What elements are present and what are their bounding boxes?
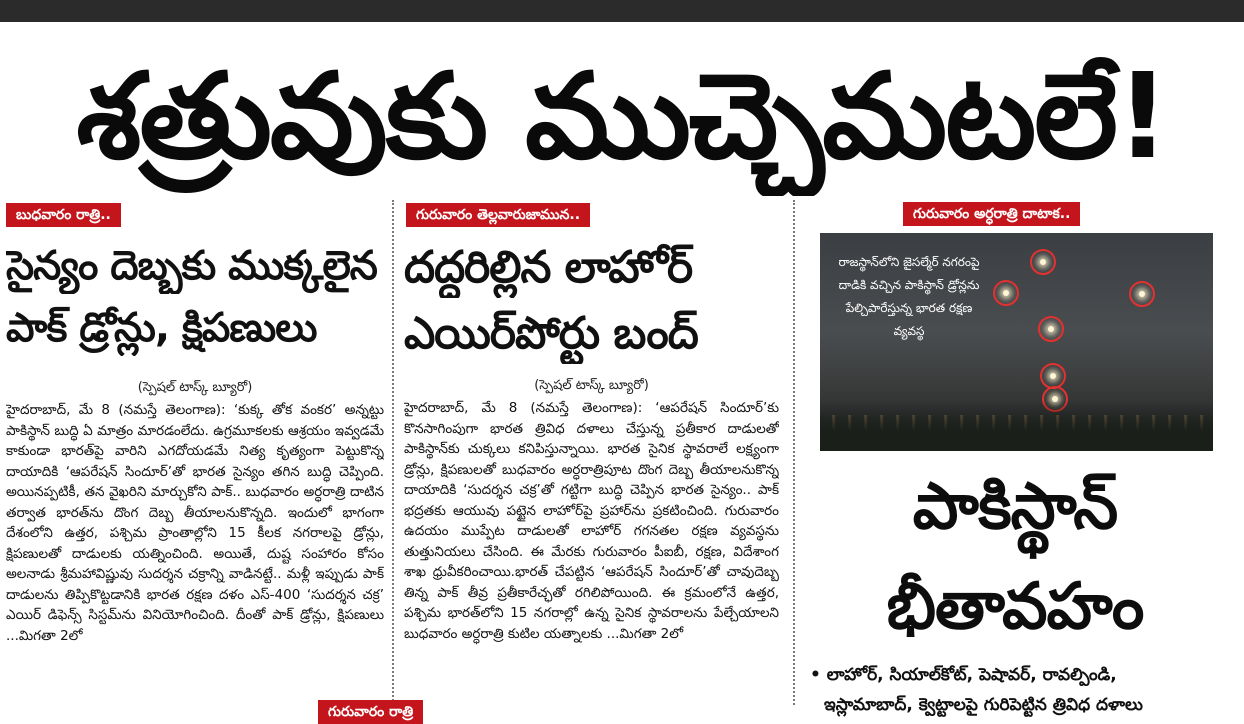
drone-marker-icon [1129, 281, 1155, 307]
left-time-tag: బుధవారం రాత్రి.. [6, 203, 121, 227]
left-title-line2: పాక్ డ్రోన్లు, క్షిపణులు [6, 305, 317, 351]
night-sky-drones-photo [820, 233, 1213, 451]
targets-line: • లాహోర్, సియాల్‌కోట్, పెషావర్, రావల్పిండి, [810, 660, 1230, 690]
left-byline: (స్పెషల్ టాస్క్ బ్యూరో) [137, 380, 253, 395]
column-divider [392, 200, 394, 705]
left-article-body: హైదరాబాద్, మే 8 (నమస్తే తెలంగాణ): ‘కుక్క తోక వంకర’ అన్నట్టు పాకిస్థాన్ బుద్ధి ఏ మాత్రం మారడంలేదు. ఉగ్రమూకలకు ఆశ్రయం ఇవ్వడమే కాకుండా భారత్‌పై వారిని ఎగదోయడమే నిత్య కృత్యంగా పెట్టుకొన్న దాయాదికి ‘ఆపరేషన్ సిందూర్’తో భారత సైన్యం తగిన బుద్ధి చెప్పింది. అయినప్పటికీ, తన వైఖరిని మార్చుకోని పాక్.. బుధవారం అర్ధరాత్రి దాటిన తర్వాత భారత్‌ను దొంగ దెబ్బ తీయాలనుకొన్నది. ఇందులో భాగంగా దేశంలోని ఉత్తర, పశ్చిమ ప్రాంతాల్లోని 15 కీలక నగరాలపై డ్రోన్లు, క్షిపణులతో దాడులకు యత్నించింది. అయితే, దుష్ట సంహారం కోసం అలనాడు శ్రీమహావిష్ణువు సుదర్శన చక్రాన్ని వాడినట్టే.. మళ్లీ ఇప్పుడు పాక్ దాడులను తిప్పికొట్టడానికి భారత రక్షణ దళం ఎస్-400 ‘సుదర్శన చక్ర’ ఎయిర్ డిఫెన్స్ సిస్టమ్‌ను వినియోగించింది. దీంతో పాక్ డ్రోన్లు, క్షిపణులు ...మిగతా 2లో [6, 402, 384, 644]
ground-silhouette [820, 401, 1213, 451]
middle-title-line2: ఎయిర్‌పోర్టు బంద్ [404, 308, 698, 359]
photo-caption: రాజస్థాన్‌లోని జైసల్మేర్ నగరంపై దాడికి వచ్చిన పాకిస్థాన్ డ్రోన్లను పేల్చిపారేస్తున్న భారత రక్షణ వ్యవస్థ [838, 255, 980, 338]
column-divider [793, 200, 795, 705]
drone-marker-icon [993, 280, 1019, 306]
middle-time-tag: గురువారం తెల్లవారుజామున.. [406, 203, 590, 227]
targets-list [810, 660, 1230, 720]
right-time-tag: గురువారం అర్ధరాత్రి దాటాక.. [903, 202, 1080, 226]
right-big-title-line1: పాకిస్థాన్ [912, 470, 1118, 544]
bottom-time-tag: గురువారం రాత్రి [318, 700, 423, 724]
middle-article-body: హైదరాబాద్, మే 8 (నమస్తే తెలంగాణ): ‘ఆపరేషన్ సిందూర్’కు కొనసాగింపుగా భారత త్రివిధ దళాలు చేస్తున్న ప్రతీకార దాడులతో పాకిస్థాన్‌కు చుక్కలు కనిపిస్తున్నాయి. భారత సైనిక స్థావరాలే లక్ష్యంగా డ్రోన్లు, క్షిపణులతో బుధవారం అర్ధరాత్రిపూట దొంగ దెబ్బ తీయాలనుకొన్న దాయాదికి ‘సుదర్శన చక్ర’తో గట్టిగా బుద్ధి చెప్పిన భారత సైన్యం.. పాక్ భద్రతకు ఆయువు పట్టైన లాహోర్‌పై ప్రహార్‌ను ప్రకటించింది. గురువారం ఉదయం ముప్పేట దాడులతో లాహోర్ గగనతల రక్షణ వ్యవస్థను తుత్తునియలు చేసింది. ఈ మేరకు గురువారం పీఐబీ, రక్షణ, విదేశాంగ శాఖ ధ్రువీకరించాయి.భారత్ చేపట్టిన ‘ఆపరేషన్ సిందూర్’తో చావుదెబ్బ తిన్న పాక్ తీవ్ర ప్రతీకారేచ్ఛతో రగిలిపోయింది. ఈ క్రమంలోనే ఉత్తర, పశ్చిమ భారత్‌లోని 15 నగరాల్లో ఉన్న సైనిక స్థావరాలను పేల్చేయాలని బుధవారం అర్ధరాత్రి కుటిల యత్నాలకు ...మిగతా 2లో [404, 400, 779, 642]
drone-marker-icon [1038, 316, 1064, 342]
right-big-title-line2: భీతావహం [886, 570, 1144, 644]
drone-marker-icon [1030, 249, 1056, 275]
main-headline: శత్రువుకు ముచ్చెమటలే! [76, 47, 1168, 185]
middle-title-line1: దద్దరిల్లిన లాహోర్ [404, 242, 693, 293]
masthead-bar [0, 0, 1244, 22]
targets-line: ఇస్లామాబాద్, క్వెట్టాలపై గురిపెట్టిన త్రివిధ దళాలు [824, 695, 1143, 715]
middle-byline: (స్పెషల్ టాస్క్ బ్యూరో) [534, 378, 649, 393]
left-title-line1: సైన్యం దెబ్బకు ముక్కలైన [6, 243, 377, 289]
